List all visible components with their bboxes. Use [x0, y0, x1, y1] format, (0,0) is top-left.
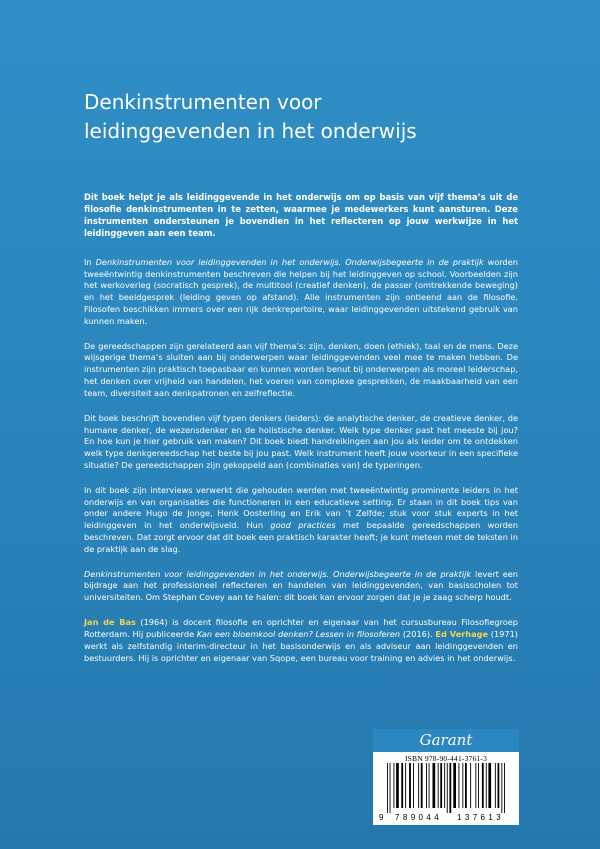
p4-rest: met bepaalde gereedschappen worden beschreven. Dat zorgt ervoor dat dit boek een praktisch karakter heeft; je kunt meteen met de teksten in de praktijk aan de slag.	[84, 520, 519, 555]
barcode-bar	[501, 763, 502, 813]
barcode-bar	[470, 763, 471, 808]
barcode-bar	[405, 763, 406, 808]
ean-group-1: 789044	[395, 813, 443, 822]
barcode-bar	[486, 763, 487, 808]
barcode-bar	[426, 763, 427, 808]
barcode-bar	[390, 763, 391, 813]
ean-first-digit: 9	[379, 813, 384, 822]
p4-pre: In dit boek zijn interviews verwerkt die gehouden werden met tweeëntwintig prominente leiders in het onderwijs en van organisaties die functioneren in een educatieve setting. Er staan in dit boek tips van onder andere Hugo de Jonge, Henk Oosterling en Erik van ’t Zelfde; stuk voor stuk experts in het leidinggeven in het onderwijsveld. Hun	[84, 484, 518, 531]
barcode-bar	[387, 763, 388, 813]
blurb-text	[84, 192, 518, 677]
intro-paragraph: Dit boek helpt je als leidinggevende in het onderwijs om op basis van vijf thema’s uit de filosofie denkinstrumenten in te zetten, waarmee je medewerkers kunt aansturen. Deze instrumenten ondersteunen je bovendien in het reflecteren op jouw werkwijze in het leidinggeven aan een team.	[84, 192, 518, 238]
barcode-bar	[498, 763, 500, 808]
barcode-bar	[401, 763, 403, 808]
p5-book-title: Denkinstrumenten voor leidinggevenden in het onderwijs. Onderwijsbegeerte in de praktijk	[84, 568, 472, 579]
paragraph-1	[84, 257, 518, 328]
author-name-2: Ed Verhage	[435, 628, 489, 639]
barcode-bar	[433, 763, 436, 808]
title-line-2: leidinggevenden in het onderwijs	[84, 119, 417, 143]
p1-rest: worden tweeëntwintig denkinstrumenten beschreven die helpen bij het leidinggeven op school. Voorbeelden zijn het werkoverleg (socratisch gesprek), de multitool (creatief denken), de passer (omtrekkende beweging) en het beeldgesprek (leiding geven op afstand). Alle instrumenten zijn ontleend aan de filosofie. Filosofen beschikken immers over een rijk denkrepertoire, waar leidinggevenden uitstekend gebruik van kunnen maken.	[84, 256, 518, 327]
barcode-bar	[488, 763, 491, 808]
publisher-logo: Garant	[373, 729, 519, 752]
author-bios	[84, 617, 518, 665]
barcode-bar	[449, 763, 451, 813]
p1-book-title: Denkinstrumenten voor leidinggevenden in het onderwijs. Onderwijsbegeerte in de praktijk	[95, 256, 484, 267]
p1-pre: In	[84, 256, 96, 267]
book-title	[84, 88, 524, 146]
barcode-bar	[453, 763, 456, 808]
author-1-bio-b: (2016).	[400, 628, 436, 639]
author-2-bio: (1971) werkt als zelfstandig interim-directeur in het basisonderwijs en als adviseur aan leidinggevenden en bestuurders. Hij is oprichter en eigenaar van Sqope, een bureau voor training en advies in het onderwijs.	[84, 628, 519, 663]
barcode-bar	[438, 763, 439, 808]
barcode-bar	[418, 763, 419, 808]
barcode-bar	[413, 763, 414, 808]
barcode-bar	[465, 763, 467, 808]
barcode-bar	[459, 763, 460, 808]
author-name-1: Jan de Bas	[84, 616, 136, 627]
barcode-panel	[373, 729, 519, 825]
author-1-book: Kan een bloemkool denken? Lessen in filosoferen	[196, 628, 401, 639]
p5-rest: levert een bijdrage aan het professioneel reflecteren en handelen van leidinggevenden, van basisscholen tot universiteiten. Om Stephan Covey aan te halen: dit boek kan ervoor zorgen dat je je zaag scherp houdt.	[84, 568, 518, 603]
ean-group-2: 137613	[457, 813, 505, 822]
barcode-bar	[421, 763, 423, 808]
paragraph-3: Dit boek beschrijft bovendien vijf typen denkers (leiders): de analytische denker, de creatieve denker, de humane denker, de wezensdenker en de holistische denker. Welk type denker past het meeste bij jou? En hoe kun je hier gebruik van maken? Dit boek biedt handreikingen aan jou als leider om te ontdekken welk type denkgereedschap het beste bij jou past. Welk instrument heeft jouw voorkeur in een specifieke situatie? De gereedschappen zijn gekoppeld aan (combinaties van) de typeringen.	[84, 412, 518, 471]
barcode-bar	[394, 763, 395, 808]
barcode-bar	[409, 763, 411, 808]
p4-good-practices: good practices	[270, 520, 336, 531]
paragraph-4	[84, 485, 518, 556]
barcode-bar	[482, 763, 484, 808]
author-1-bio-a: (1964) is docent filosofie en oprichter en eigenaar van het cursusbureau Filosofiegroep Rotterdam. Hij publiceerde	[84, 616, 518, 639]
barcode-bar	[447, 763, 448, 813]
barcode-bar	[478, 763, 479, 808]
barcode-bar	[440, 763, 442, 808]
barcode-bar	[475, 763, 476, 808]
isbn-label: ISBN 978-90-441-3761-3	[404, 754, 488, 763]
ean-digits	[379, 813, 513, 823]
title-line-1: Denkinstrumenten voor	[84, 90, 322, 114]
barcode-bar	[396, 763, 399, 808]
barcode-bar	[429, 763, 430, 808]
barcode	[379, 763, 513, 813]
paragraph-5	[84, 569, 518, 605]
barcode-bar	[444, 763, 445, 808]
barcode-bar	[495, 763, 496, 808]
barcode-bar	[504, 763, 505, 813]
paragraph-2: De gereedschappen zijn gerelateerd aan vijf thema’s: zijn, denken, doen (ethiek), taal en de mens. Deze wijsgerige thema’s sluiten aan bij onderwerpen waar leidinggevenden veel mee te maken hebben. De instrumenten zijn praktisch toepasbaar en kunnen worden benut bij onderwerpen als moreel leiderschap, het denken over vrijheid van handelen, het voeren van complexe gesprekken, de maakbaarheid van een team, diversiteit aan denkpatronen en zelfreflectie.	[84, 340, 518, 399]
barcode-bar	[462, 763, 463, 808]
